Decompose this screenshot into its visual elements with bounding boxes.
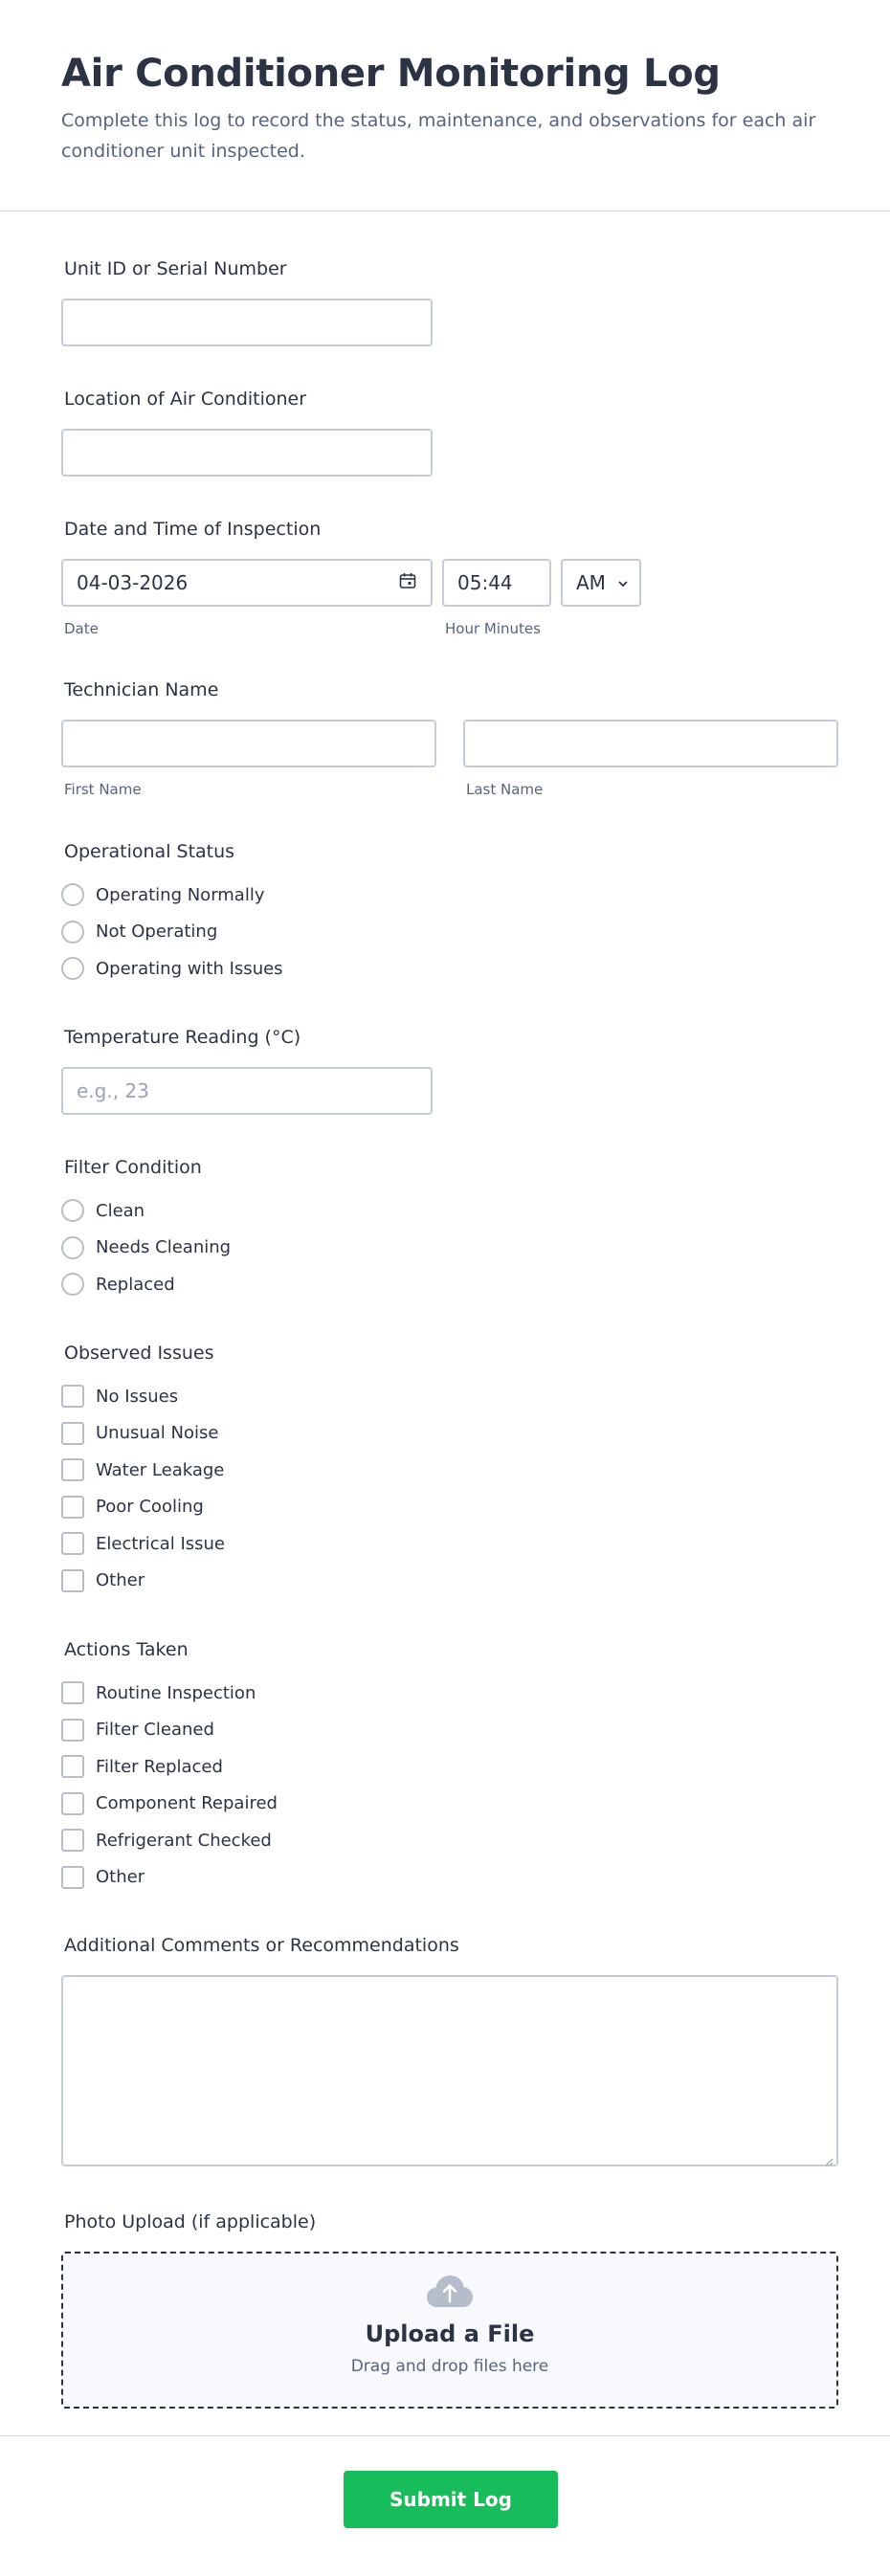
comments-label: Additional Comments or Recommendations [64,1935,459,1956]
ampm-value: AM [576,571,606,594]
resize-handle-icon[interactable] [824,2152,834,2162]
option-label: Other [96,1867,145,1888]
technician-label: Technician Name [64,679,219,700]
action-option[interactable] [61,1822,278,1859]
radio-button[interactable] [61,957,84,980]
option-label: Electrical Issue [96,1533,225,1554]
checkbox[interactable] [61,1681,84,1704]
form-header [0,0,890,211]
checkbox[interactable] [61,1569,84,1592]
observed-issues-group [61,1378,225,1599]
page-title: Air Conditioner Monitoring Log [61,52,721,96]
time-value: 05:44 [457,571,513,594]
option-label: Routine Inspection [96,1682,256,1703]
filter-condition-option[interactable] [61,1192,231,1230]
option-label: Water Leakage [96,1459,225,1480]
checkbox[interactable] [61,1532,84,1555]
action-option[interactable] [61,1712,278,1749]
file-upload-dropzone[interactable] [61,2252,838,2409]
radio-button[interactable] [61,1273,84,1296]
option-label: Not Operating [96,922,218,943]
form-footer [0,2435,890,2576]
filter-condition-option[interactable] [61,1230,231,1267]
operational-status-option[interactable] [61,877,283,914]
observed-issue-option[interactable] [61,1563,225,1600]
date-input[interactable] [61,559,433,607]
actions-taken-label: Actions Taken [64,1639,189,1660]
checkbox[interactable] [61,1719,84,1742]
checkbox[interactable] [61,1458,84,1481]
last-name-input[interactable] [463,720,838,767]
action-option[interactable] [61,1859,278,1897]
comments-textarea[interactable] [61,1975,838,2166]
option-label: No Issues [96,1386,179,1407]
observed-issues-label: Observed Issues [64,1343,214,1364]
option-label: Refrigerant Checked [96,1830,272,1851]
operational-status-option[interactable] [61,914,283,951]
unit-id-input[interactable] [61,299,433,346]
option-label: Operating Normally [96,884,265,905]
time-input[interactable] [442,559,551,607]
option-label: Component Repaired [96,1793,278,1814]
checkbox[interactable] [61,1385,84,1408]
upload-title: Upload a File [365,2321,535,2347]
option-label: Poor Cooling [96,1497,204,1518]
action-option[interactable] [61,1786,278,1823]
radio-button[interactable] [61,1199,84,1222]
last-name-sublabel: Last Name [466,781,544,798]
radio-button[interactable] [61,921,84,944]
first-name-input[interactable] [61,720,436,767]
chevron-down-icon [617,571,629,594]
submit-button[interactable]: Submit Log [344,2471,558,2528]
ampm-select[interactable] [561,559,641,607]
option-label: Other [96,1570,145,1591]
first-name-sublabel: First Name [64,781,142,798]
radio-button[interactable] [61,1236,84,1259]
filter-condition-label: Filter Condition [64,1157,202,1178]
action-option[interactable] [61,1748,278,1786]
observed-issue-option[interactable] [61,1378,225,1415]
date-sublabel: Date [64,620,99,637]
action-option[interactable] [61,1675,278,1712]
observed-issue-option[interactable] [61,1452,225,1489]
page-description: Complete this log to record the status, maintenance, and observations for each air conditioner unit inspected. [61,110,816,162]
temperature-label: Temperature Reading (°C) [64,1027,301,1048]
option-label: Clean [96,1200,145,1221]
option-label: Needs Cleaning [96,1237,232,1258]
calendar-icon[interactable] [398,571,417,595]
unit-id-label: Unit ID or Serial Number [64,258,287,279]
time-sublabel: Hour Minutes [445,620,541,637]
observed-issue-option[interactable] [61,1525,225,1563]
date-value: 04-03-2026 [77,571,189,594]
checkbox[interactable] [61,1866,84,1889]
checkbox[interactable] [61,1829,84,1852]
observed-issue-option[interactable] [61,1489,225,1526]
operational-status-option[interactable] [61,950,283,988]
location-label: Location of Air Conditioner [64,389,307,410]
checkbox[interactable] [61,1422,84,1445]
inspection-datetime-label: Date and Time of Inspection [64,519,322,540]
cloud-upload-icon [426,2275,474,2313]
checkbox[interactable] [61,1496,84,1519]
actions-taken-group [61,1675,278,1896]
option-label: Operating with Issues [96,958,283,979]
photo-upload-label: Photo Upload (if applicable) [64,2211,317,2232]
option-label: Filter Cleaned [96,1720,214,1741]
location-input[interactable] [61,429,433,477]
observed-issue-option[interactable] [61,1415,225,1453]
option-label: Filter Replaced [96,1756,223,1777]
radio-button[interactable] [61,883,84,906]
temperature-input[interactable]: e.g., 23 [61,1067,433,1115]
upload-subtitle: Drag and drop files here [350,2357,549,2376]
operational-status-label: Operational Status [64,841,235,862]
filter-condition-option[interactable] [61,1266,231,1303]
filter-condition-group [61,1192,231,1303]
checkbox[interactable] [61,1792,84,1815]
operational-status-group [61,877,283,988]
option-label: Unusual Noise [96,1423,219,1444]
checkbox[interactable] [61,1755,84,1778]
option-label: Replaced [96,1274,175,1295]
